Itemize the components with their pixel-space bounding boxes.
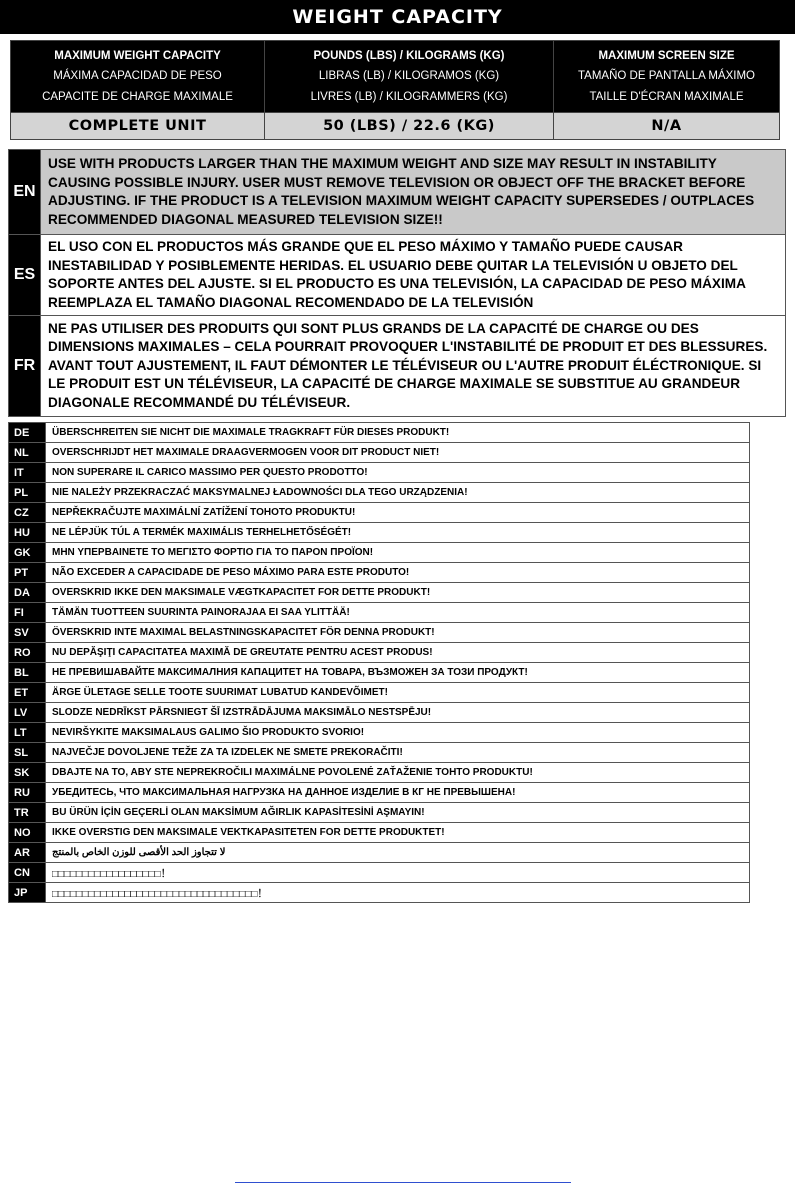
- language-code: FI: [9, 603, 46, 623]
- language-row: [9, 843, 750, 863]
- warning-row-es: [9, 235, 786, 316]
- language-code: CZ: [9, 503, 46, 523]
- language-warning-text: NE LÉPJÜK TÚL A TERMÉK MAXIMÁLIS TERHELHETŐSÉGÉT!: [46, 523, 750, 543]
- header-line: MÁXIMA CAPACIDAD DE PESO: [53, 70, 222, 83]
- language-code: ET: [9, 683, 46, 703]
- language-warning-text: IKKE OVERSTIG DEN MAKSIMALE VEKTKAPASITETEN FOR DETTE PRODUKTET!: [46, 823, 750, 843]
- language-row: [9, 663, 750, 683]
- language-row: [9, 783, 750, 803]
- header-line: POUNDS (LBS) / KILOGRAMS (KG): [313, 49, 505, 62]
- language-row: [9, 883, 750, 903]
- page-title: WEIGHT CAPACITY: [0, 0, 795, 34]
- language-row: [9, 643, 750, 663]
- language-code: BL: [9, 663, 46, 683]
- language-warning-text: NON SUPERARE IL CARICO MASSIMO PER QUESTO PRODOTTO!: [46, 463, 750, 483]
- language-code: SK: [9, 763, 46, 783]
- language-row: [9, 803, 750, 823]
- language-warning-text: NU DEPĂŞIŢI CAPACITATEA MAXIMĂ DE GREUTATE PENTRU ACEST PRODUS!: [46, 643, 750, 663]
- header-line: TAILLE D'ÉCRAN MAXIMALE: [589, 90, 744, 103]
- language-code: PT: [9, 563, 46, 583]
- language-row: [9, 563, 750, 583]
- header-line: CAPACITE DE CHARGE MAXIMALE: [42, 90, 233, 103]
- language-warning-text: □□□□□□□□□□□□□□□□□□！: [46, 863, 750, 883]
- language-row: [9, 623, 750, 643]
- capacity-header-row: [11, 41, 780, 113]
- language-row: [9, 463, 750, 483]
- header-line: TAMAÑO DE PANTALLA MÁXIMO: [577, 70, 755, 83]
- language-warning-text: OVERSCHRIJDT HET MAXIMALE DRAAGVERMOGEN VOOR DIT PRODUCT NIET!: [46, 443, 750, 463]
- language-code: RU: [9, 783, 46, 803]
- language-warning-text: SLODZE NEDRĪKST PĀRSNIEGT ŠĪ IZSTRĀDĀJUMA MAKSIMĀLO NESTSPĒJU!: [46, 703, 750, 723]
- language-row: [9, 763, 750, 783]
- header-screen-size: [554, 41, 780, 113]
- footer-link-line: [235, 1182, 571, 1183]
- language-code: EN: [9, 150, 41, 235]
- language-row: [9, 423, 750, 443]
- header-line: MAXIMUM WEIGHT CAPACITY: [54, 49, 221, 62]
- language-warning-text: НЕ ПРЕВИШАВАЙТЕ МАКСИМАЛНИЯ КАПАЦИТЕТ НА ТОВАРА, ВЪЗМОЖЕН ЗА ТОЗИ ПРОДУКТ!: [46, 663, 750, 683]
- language-warning-text: NÃO EXCEDER A CAPACIDADE DE PESO MÁXIMO PARA ESTE PRODUTO!: [46, 563, 750, 583]
- language-table: [8, 422, 750, 903]
- language-warning-text: УБЕДИТЕСЬ, ЧТО МАКСИМАЛЬНАЯ НАГРУЗКА НА ДАННОЕ ИЗДЕЛИЕ В КГ НЕ ПРЕВЫШЕНА!: [46, 783, 750, 803]
- header-max-weight: [11, 41, 265, 113]
- language-warning-text: BU ÜRÜN İÇİN GEÇERLİ OLAN MAKSİMUM AĞIRLIK KAPASİTESİNİ AŞMAYIN!: [46, 803, 750, 823]
- header-line: LIBRAS (LB) / KILOGRAMOS (KG): [318, 70, 500, 83]
- language-row: [9, 823, 750, 843]
- language-warning-text: OVERSKRID IKKE DEN MAKSIMALE VÆGTKAPACITET FOR DETTE PRODUKT!: [46, 583, 750, 603]
- unit-cell: COMPLETE UNIT: [11, 113, 265, 140]
- language-row: [9, 703, 750, 723]
- language-warning-text: TÄMÄN TUOTTEEN SUURINTA PAINORAJAA EI SAA YLITTÄÄ!: [46, 603, 750, 623]
- warning-row-en: [9, 150, 786, 235]
- language-row: [9, 523, 750, 543]
- language-row: [9, 743, 750, 763]
- language-row: [9, 583, 750, 603]
- language-code: ES: [9, 235, 41, 316]
- language-code: FR: [9, 316, 41, 417]
- language-warning-text: ÖVERSKRID INTE MAXIMAL BELASTNINGSKAPACITET FÖR DENNA PRODUKT!: [46, 623, 750, 643]
- language-code: GK: [9, 543, 46, 563]
- language-row: [9, 543, 750, 563]
- capacity-value-row: [11, 113, 780, 140]
- weight-cell: 50 (LBS) / 22.6 (KG): [265, 113, 554, 140]
- language-code: LV: [9, 703, 46, 723]
- language-warning-text: NAJVEČJE DOVOLJENE TEŽE ZA TA IZDELEK NE SMETE PREKORAČITI!: [46, 743, 750, 763]
- language-warning-text: □□□□□□□□□□□□□□□□□□□□□□□□□□□□□□□□□□！: [46, 883, 750, 903]
- language-code: RO: [9, 643, 46, 663]
- language-row: [9, 503, 750, 523]
- warning-table: [8, 149, 786, 417]
- language-code: TR: [9, 803, 46, 823]
- language-row: [9, 723, 750, 743]
- language-warning-text: ΜΗΝ ΥΠΕΡΒΑΙΝΕΤΕ ΤΟ ΜΕΓΙΣΤΟ ΦΟΡΤΙΟ ΓΙΑ ΤΟ ΠΑΡΟΝ ΠΡΟΪΟΝ!: [46, 543, 750, 563]
- warning-text: NE PAS UTILISER DES PRODUITS QUI SONT PLUS GRANDS DE LA CAPACITÉ DE CHARGE OU DES DIMENSIONS MAXIMALES – CELA POURRAIT PROVOQUER L'INSTABILITÉ DE PRODUIT ET DES BLESSURES. AVANT TOUT AJUSTEMENT, IL FAUT DÉMONTER LE TÉLÉVISEUR OU L'AUTRE PRODUIT ÉLÉCTRONIQUE. SI LE PRODUIT EST UN TÉLÉVISEUR, LA CAPACITÉ DE CHARGE MAXIMALE SE SUBSTITUE AU GRANDEUR DIAGONALE RECOMMANDÉ DU TÉLÉVISEUR.: [41, 316, 786, 417]
- warning-text: EL USO CON EL PRODUCTOS MÁS GRANDE QUE EL PESO MÁXIMO Y TAMAÑO PUEDE CAUSAR INESTABILIDAD Y POSIBLEMENTE HERIDAS. EL USUARIO DEBE QUITAR LA TELEVISIÓN U OBJETO DEL SOPORTE ANTES DEL AJUSTE. SI EL PRODUCTO ES UNA TELEVISIÓN, LA CAPACIDAD DE PESO MÁXIMA REEMPLAZA EL TAMAÑO DIAGONAL RECOMENDADO DE LA TELEVISIÓN: [41, 235, 786, 316]
- language-code: NO: [9, 823, 46, 843]
- language-code: NL: [9, 443, 46, 463]
- language-code: AR: [9, 843, 46, 863]
- language-warning-text: DBAJTE NA TO, ABY STE NEPREKROČILI MAXIMÁLNE POVOLENÉ ZAŤAŽENIE TOHTO PRODUKTU!: [46, 763, 750, 783]
- language-warning-text: NEPŘEKRAČUJTE MAXIMÁLNÍ ZATÍŽENÍ TOHOTO PRODUKTU!: [46, 503, 750, 523]
- header-line: MAXIMUM SCREEN SIZE: [598, 49, 735, 62]
- language-code: IT: [9, 463, 46, 483]
- header-units: [265, 41, 554, 113]
- warning-row-fr: [9, 316, 786, 417]
- language-code: LT: [9, 723, 46, 743]
- language-row: [9, 443, 750, 463]
- language-warning-text: ÜBERSCHREITEN SIE NICHT DIE MAXIMALE TRAGKRAFT FÜR DIESES PRODUKT!: [46, 423, 750, 443]
- language-warning-text: NIE NALEŻY PRZEKRACZAĆ MAKSYMALNEJ ŁADOWNOŚCI DLA TEGO URZĄDZENIA!: [46, 483, 750, 503]
- language-code: DA: [9, 583, 46, 603]
- language-code: HU: [9, 523, 46, 543]
- screen-size-cell: N/A: [554, 113, 780, 140]
- language-code: SV: [9, 623, 46, 643]
- capacity-table: [10, 40, 780, 140]
- language-code: CN: [9, 863, 46, 883]
- language-warning-text: لا تتجاوز الحد الأقصى للوزن الخاص بالمنتج: [46, 843, 750, 863]
- language-row: [9, 603, 750, 623]
- warning-text: USE WITH PRODUCTS LARGER THAN THE MAXIMUM WEIGHT AND SIZE MAY RESULT IN INSTABILITY CAUSING POSSIBLE INJURY. USER MUST REMOVE TELEVISION OR OBJECT OFF THE BRACKET BEFORE ADJUSTING. IF THE PRODUCT IS A TELEVISION MAXIMUM WEIGHT CAPACITY SUPERSEDES / OUTPLACES RECOMMENDED DIAGONAL MEASURED TELEVISION SIZE!!: [41, 150, 786, 235]
- language-warning-text: ÄRGE ÜLETAGE SELLE TOOTE SUURIMAT LUBATUD KANDEVÕIMET!: [46, 683, 750, 703]
- language-row: [9, 863, 750, 883]
- language-code: SL: [9, 743, 46, 763]
- language-code: PL: [9, 483, 46, 503]
- header-line: LIVRES (LB) / KILOGRAMMERS (KG): [310, 90, 508, 103]
- language-row: [9, 483, 750, 503]
- language-row: [9, 683, 750, 703]
- language-warning-text: NEVIRŠYKITE MAKSIMALAUS GALIMO ŠIO PRODUKTO SVORIO!: [46, 723, 750, 743]
- language-code: DE: [9, 423, 46, 443]
- language-code: JP: [9, 883, 46, 903]
